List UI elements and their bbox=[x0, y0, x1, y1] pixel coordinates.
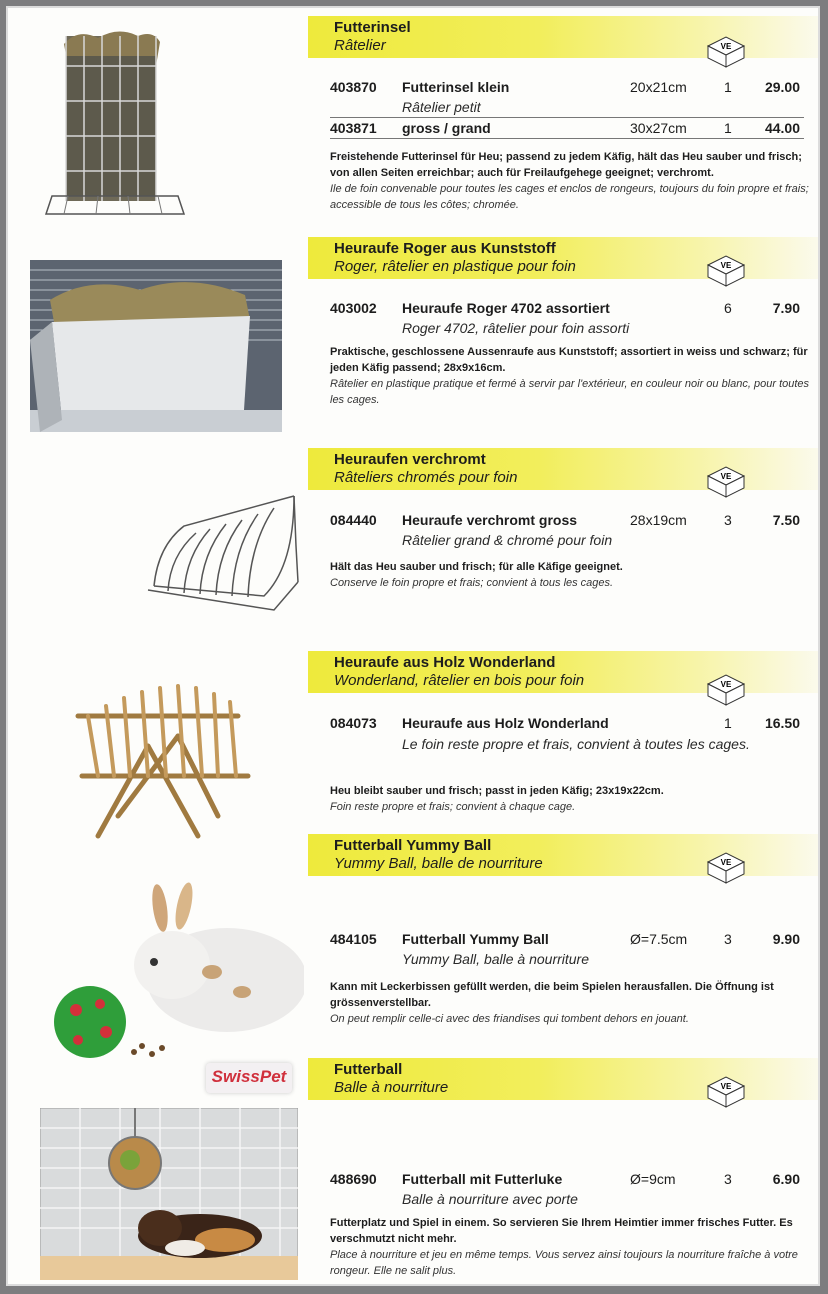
product-size: 20x21cm bbox=[630, 79, 687, 95]
product-name: Futterball Yummy Ball bbox=[402, 931, 549, 947]
ve-label: VE bbox=[720, 1082, 732, 1091]
product-name-fr: Râtelier grand & chromé pour foin bbox=[402, 532, 613, 548]
description-fr: Râtelier en plastique pratique et fermé à servir par l'extérieur, en couleur noir ou blanc, pour toutes les cages. bbox=[330, 378, 810, 406]
guinea-pig-feeding-ball-image bbox=[40, 1108, 298, 1280]
ve-box-icon bbox=[706, 253, 746, 287]
section-title-fr: Balle à nourriture bbox=[334, 1079, 449, 1096]
product-price: 44.00 bbox=[764, 120, 800, 136]
product-qty: 3 bbox=[724, 931, 732, 947]
product-qty: 1 bbox=[724, 79, 732, 95]
section-title-fr: Râtelier bbox=[334, 37, 386, 54]
article-number: 084073 bbox=[330, 715, 377, 731]
ve-box-icon bbox=[706, 672, 746, 706]
product-description bbox=[330, 559, 810, 591]
article-number: 484105 bbox=[330, 931, 377, 947]
product-description bbox=[330, 979, 810, 1027]
product-row bbox=[308, 1171, 820, 1193]
article-number: 488690 bbox=[330, 1171, 377, 1187]
product-price: 29.00 bbox=[764, 79, 800, 95]
product-qty: 3 bbox=[724, 1171, 732, 1187]
description-de: Futterplatz und Spiel in einem. So servieren Sie Ihrem Heimtier immer frisches Futter. Es verschmutzt nicht mehr. bbox=[330, 1217, 793, 1245]
description-fr: Ile de foin convenable pour toutes les cages et enclos de rongeurs, toujours du foin propre et frais; accessible de tous les côtes; chromée. bbox=[330, 183, 809, 211]
product-name-fr: Le foin reste propre et frais, convient à toutes les cages. bbox=[402, 736, 750, 752]
article-number: 403871 bbox=[330, 120, 377, 136]
section-title-de: Heuraufen verchromt bbox=[334, 451, 486, 468]
product-price: 16.50 bbox=[764, 715, 800, 731]
brand-logo-text: SwissPet bbox=[211, 1067, 287, 1086]
product-row bbox=[308, 512, 820, 534]
product-description bbox=[330, 783, 810, 815]
ve-label: VE bbox=[720, 472, 732, 481]
product-qty: 6 bbox=[724, 300, 732, 316]
product-name: Heuraufe aus Holz Wonderland bbox=[402, 715, 609, 731]
section-title-fr: Roger, râtelier en plastique pour foin bbox=[334, 258, 576, 275]
product-name: Heuraufe verchromt gross bbox=[402, 512, 578, 528]
product-qty: 3 bbox=[724, 512, 732, 528]
product-description bbox=[330, 1215, 810, 1279]
product-price: 9.90 bbox=[772, 931, 800, 947]
ve-label: VE bbox=[720, 261, 732, 270]
product-row bbox=[308, 79, 820, 101]
description-de: Hält das Heu sauber und frisch; für alle Käfige geeignet. bbox=[330, 561, 623, 573]
product-size: Ø=7.5cm bbox=[630, 931, 688, 947]
product-name: Futterinsel klein bbox=[402, 79, 510, 95]
product-name: gross / grand bbox=[402, 120, 491, 136]
row-divider bbox=[330, 138, 804, 139]
product-description bbox=[330, 344, 810, 408]
description-de: Freistehende Futterinsel für Heu; passend zu jedem Käfig, hält das Heu sauber und frisch; von allen Seiten erreichbar; auch für Freilaufgehege geeignet; verchromt. bbox=[330, 151, 802, 179]
section-title-de: Heuraufe aus Holz Wonderland bbox=[334, 654, 556, 671]
product-description bbox=[330, 149, 810, 213]
hay-island-image bbox=[38, 26, 188, 216]
product-name-fr: Roger 4702, râtelier pour foin assorti bbox=[402, 320, 630, 336]
chrome-hay-rack-image bbox=[144, 486, 304, 614]
section-title-fr: Râteliers chromés pour foin bbox=[334, 469, 518, 486]
ve-label: VE bbox=[720, 680, 732, 689]
product-name-fr: Râtelier petit bbox=[402, 99, 481, 115]
row-divider bbox=[330, 117, 804, 118]
description-fr: Place à nourriture et jeu en même temps. Vous servez ainsi toujours la nourriture fraîche à votre rongeur. Elle ne salit plus. bbox=[330, 1249, 798, 1277]
description-de: Kann mit Leckerbissen gefüllt werden, die beim Spielen herausfallen. Die Öffnung ist grössenverstellbar. bbox=[330, 981, 774, 1009]
product-row bbox=[308, 715, 820, 737]
wooden-hay-rack-image bbox=[68, 676, 258, 842]
product-size: 30x27cm bbox=[630, 120, 687, 136]
description-fr: Foin reste propre et frais; convient à chaque cage. bbox=[330, 801, 576, 813]
section-title-fr: Wonderland, râtelier en bois pour foin bbox=[334, 672, 585, 689]
description-de: Heu bleibt sauber und frisch; passt in jeden Käfig; 23x19x22cm. bbox=[330, 785, 664, 797]
product-size: 28x19cm bbox=[630, 512, 687, 528]
plastic-hay-rack-image bbox=[30, 260, 282, 432]
product-qty: 1 bbox=[724, 715, 732, 731]
product-price: 6.90 bbox=[772, 1171, 800, 1187]
description-fr: On peut remplir celle-ci avec des friandises qui tombent dehors en jouant. bbox=[330, 1013, 689, 1025]
ve-box-icon bbox=[706, 1074, 746, 1108]
product-row bbox=[308, 300, 820, 322]
ve-label: VE bbox=[720, 42, 732, 51]
rabbit-yummy-ball-image bbox=[42, 880, 304, 1060]
description-fr: Conserve le foin propre et frais; convient à tous les cages. bbox=[330, 577, 614, 589]
description-de: Praktische, geschlossene Aussenraufe aus Kunststoff; assortiert in weiss und schwarz; für jeden Käfig passend; 28x9x16cm. bbox=[330, 346, 808, 374]
product-row bbox=[308, 931, 820, 953]
ve-label: VE bbox=[720, 858, 732, 867]
section-title-de: Futterball bbox=[334, 1061, 403, 1078]
article-number: 403002 bbox=[330, 300, 377, 316]
ve-box-icon bbox=[706, 464, 746, 498]
product-price: 7.50 bbox=[772, 512, 800, 528]
product-price: 7.90 bbox=[772, 300, 800, 316]
product-qty: 1 bbox=[724, 120, 732, 136]
product-name: Heuraufe Roger 4702 assortiert bbox=[402, 300, 610, 316]
catalog-page bbox=[6, 6, 820, 1286]
section-title-fr: Yummy Ball, balle de nourriture bbox=[334, 855, 543, 872]
article-number: 403870 bbox=[330, 79, 377, 95]
swisspet-logo bbox=[206, 1063, 292, 1093]
ve-box-icon bbox=[706, 850, 746, 884]
section-title-de: Futterball Yummy Ball bbox=[334, 837, 492, 854]
article-number: 084440 bbox=[330, 512, 377, 528]
product-size: Ø=9cm bbox=[630, 1171, 676, 1187]
section-title-de: Futterinsel bbox=[334, 19, 411, 36]
ve-box-icon bbox=[706, 34, 746, 68]
section-title-de: Heuraufe Roger aus Kunststoff bbox=[334, 240, 556, 257]
product-name-fr: Yummy Ball, balle à nourriture bbox=[402, 951, 590, 967]
product-name: Futterball mit Futterluke bbox=[402, 1171, 563, 1187]
product-name-fr: Balle à nourriture avec porte bbox=[402, 1191, 578, 1207]
